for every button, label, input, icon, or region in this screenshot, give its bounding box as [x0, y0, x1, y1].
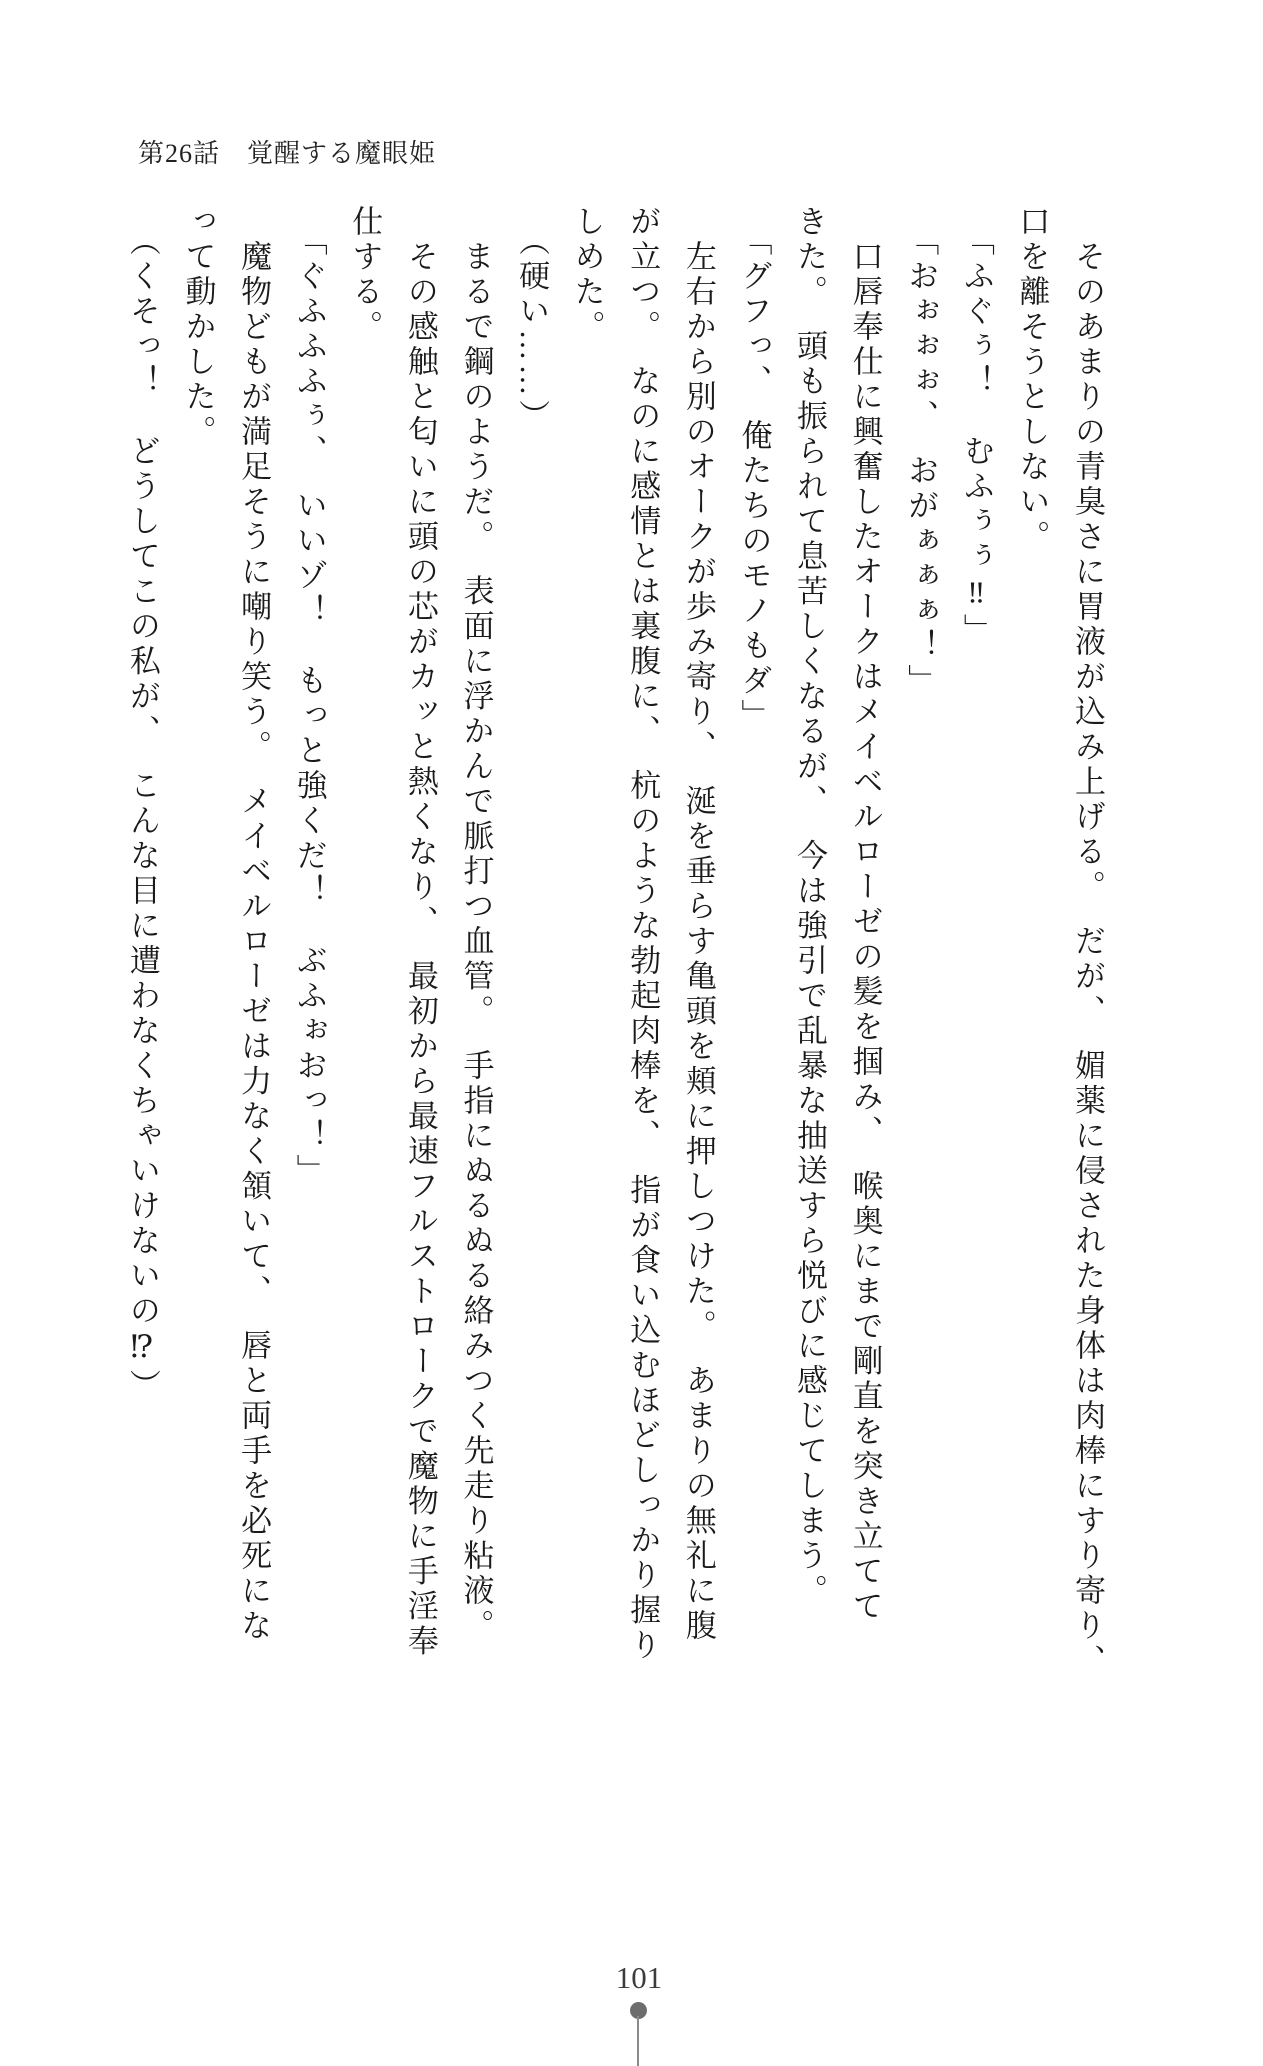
- vertical-text-block: [114, 205, 1115, 1765]
- text-line: （硬い……）: [514, 205, 550, 435]
- text-line: って動かした。: [180, 205, 216, 450]
- text-line: まるで鋼のようだ。 表面に浮かんで脈打つ血管。 手指にぬるぬる絡みつく先走り粘液。: [458, 205, 494, 1644]
- text-line: きた。 頭も振られて息苦しくなるが、 今は強引で乱暴な抽送すら悦びに感じてしまう。: [792, 205, 828, 1609]
- text-line: 口唇奉仕に興奮したオークはメイベルローゼの髪を掴み、 喉奥にまで剛直を突き立てて: [847, 205, 883, 1625]
- text-line: その感触と匂いに頭の芯がカッと熱くなり、 最初から最速フルストロークで魔物に手淫奉: [402, 205, 438, 1660]
- text-line: 仕する。: [347, 205, 383, 345]
- text-line: 左右から別のオークが歩み寄り、 涎を垂らす亀頭を頬に押しつけた。 あまりの無礼に腹: [680, 205, 716, 1644]
- text-line: （くそっ！ どうしてこの私が、 こんな目に遭わなくちゃいけないの⁉）: [124, 205, 160, 1404]
- page-number: 101: [615, 1960, 663, 1995]
- footer-stem-line: [637, 2016, 639, 2066]
- text-line: 口を離そうとしない。: [1014, 205, 1050, 555]
- text-line: しめた。: [569, 205, 605, 345]
- text-line: 魔物どもが満足そうに嘲り笑う。 メイベルローゼは力なく頷いて、 唇と両手を必死にな: [236, 205, 272, 1644]
- text-line: 「ぐふふふぅ、 いいゾ！ もっと強くだ！ ぶふぉおっ！」: [291, 205, 327, 1189]
- text-line: 「グフっ、 俺たちのモノもダ」: [736, 205, 772, 734]
- text-line: 「おぉぉぉ、 おがぁぁぁ！」: [903, 205, 939, 699]
- chapter-header: 第26話 覚醒する魔眼姫: [138, 139, 437, 168]
- text-line: が立つ。 なのに感情とは裏腹に、 杭のような勃起肉棒を、 指が食い込むほどしっかり握り: [625, 205, 661, 1664]
- text-line: そのあまりの青臭さに胃液が込み上げる。 だが、 媚薬に侵された身体は肉棒にすり寄り、: [1070, 205, 1105, 1679]
- text-line: 「ふぐぅ！ むふぅぅ‼」: [958, 205, 994, 649]
